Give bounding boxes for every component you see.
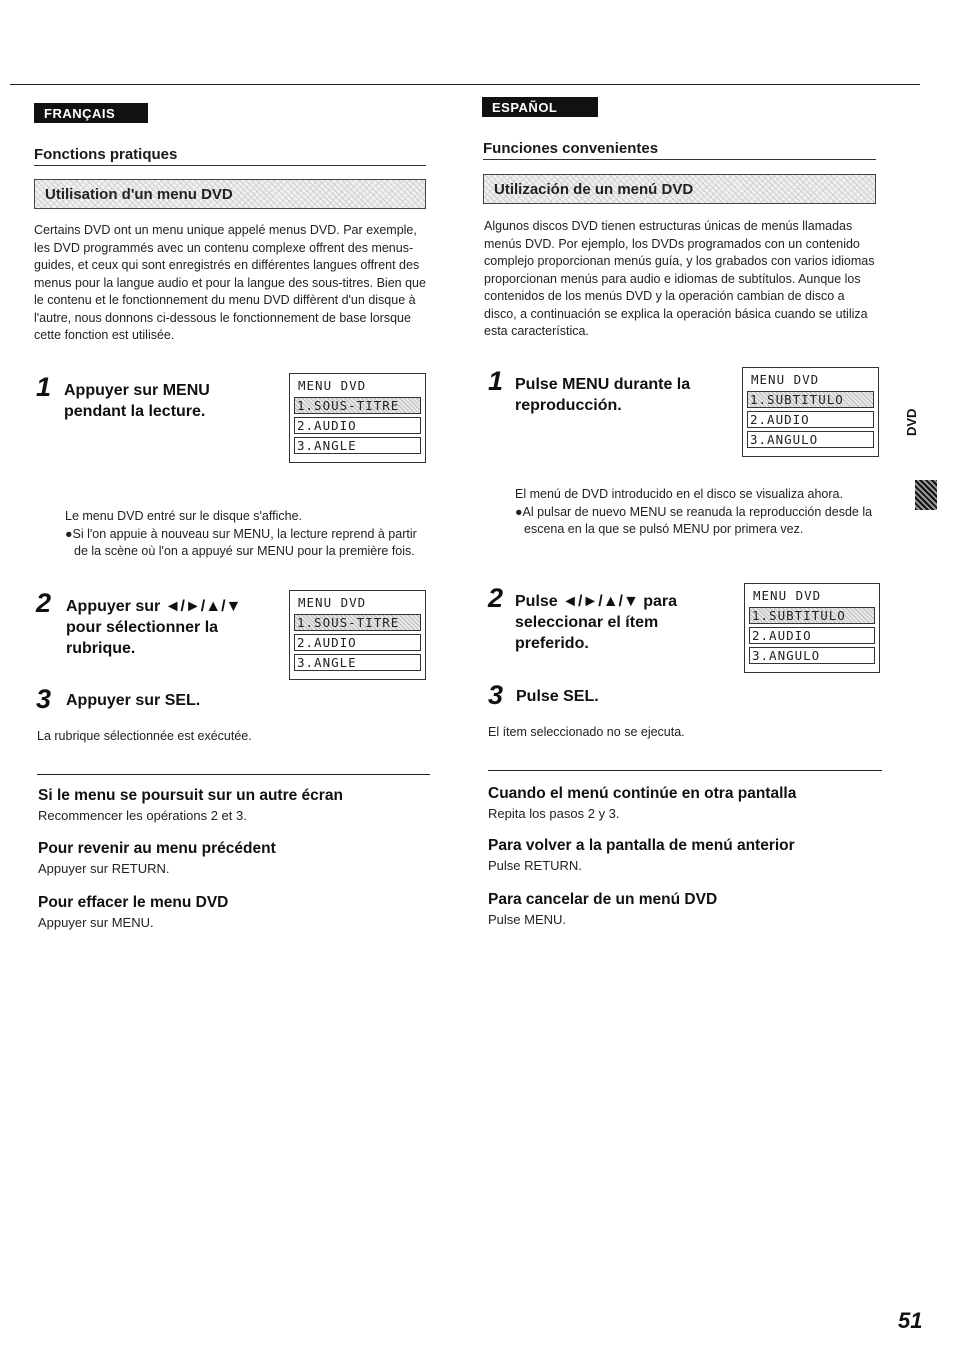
step-text-3-fr: Appuyer sur SEL.	[66, 692, 201, 709]
step-text-2-es: Pulse ◄/►/▲/▼ para seleccionar el ítem preferido.	[515, 593, 678, 652]
menu-header: MENU DVD	[298, 595, 367, 610]
subsection-title-2-fr: Pour revenir au menu précédent	[38, 840, 276, 857]
menu-screen-2-es	[744, 583, 880, 673]
menu-header: MENU DVD	[298, 378, 367, 393]
top-rule	[10, 84, 920, 85]
subsection-text-1-fr: Recommencer les opérations 2 et 3.	[38, 808, 247, 823]
banner-fr: Utilisation d'un menu DVD	[34, 179, 426, 209]
side-tab-label: DVD	[904, 408, 919, 436]
menu-item-audio: 2.AUDIO	[294, 634, 421, 651]
step-number-3-fr: 3	[36, 684, 52, 714]
menu-item-subtitle: 1.SUBTITULO	[747, 391, 874, 408]
subsection-title-3-es: Para cancelar de un menú DVD	[488, 891, 718, 908]
menu-item-angle: 3.ANGLE	[294, 654, 421, 671]
step1-bullet-text: ●Si l'on appuie à nouveau sur MENU, la lecture reprend à partir de la scène où l'on a appuyé sur MENU pour la première fois.	[65, 526, 417, 558]
subsection-text-2-es: Pulse RETURN.	[488, 858, 582, 873]
step-text-1-fr: Appuyer sur MENU pendant la lecture.	[64, 382, 210, 420]
menu-item-subtitle: 1.SOUS-TITRE	[294, 614, 421, 631]
menu-item-angle: 3.ANGLE	[294, 437, 421, 454]
section-title-es: Funciones convenientes	[483, 140, 876, 160]
step3-note-es: El ítem seleccionado no se ejecuta.	[488, 725, 685, 739]
menu-screen-1-fr	[289, 373, 426, 463]
step1-bullet-text: ●Al pulsar de nuevo MENU se reanuda la reproducción desde la escena en la que se pulsó MENU por primera vez.	[515, 504, 873, 536]
step-number-3-es: 3	[488, 680, 504, 710]
step1-note-es	[515, 486, 880, 539]
subsection-text-3-es: Pulse MENU.	[488, 912, 567, 927]
menu-item-angle: 3.ANGULO	[747, 431, 874, 448]
menu-item-audio: 2.AUDIO	[294, 417, 421, 434]
subsection-text-1-es: Repita los pasos 2 y 3.	[488, 806, 620, 821]
intro-text-fr: Certains DVD ont un menu unique appelé menus DVD. Par exemple, les DVD programmés avec un contenu complexe offrent des menus-guides, et ceux qui sont enregistrés en différentes langues offrent des menus pour la langue audio et pour la langue des sous-titres. Bien que le contenu et le fonctionnement du menu DVD diffèrent d'un disque à l'autre, nous donnons ci-dessous le fonctionnement de base lorsque cette fonction est utilisée.	[34, 223, 426, 342]
step-number-2-fr: 2	[36, 588, 52, 618]
step-text-3-es: Pulse SEL.	[516, 688, 599, 705]
subsection-text-2-fr: Appuyer sur RETURN.	[38, 861, 170, 876]
subsection-title-1-fr: Si le menu se poursuit sur un autre écran	[38, 787, 343, 804]
step1-note-fr	[65, 508, 427, 561]
step1-note-text: Le menu DVD entré sur le disque s'affiche.	[65, 509, 303, 523]
step-text-1-es: Pulse MENU durante la reproducción.	[515, 376, 691, 414]
step-text-2-fr: Appuyer sur ◄/►/▲/▼ pour sélectionner la rubrique.	[66, 598, 242, 657]
step3-note-fr: La rubrique sélectionnée est exécutée.	[37, 729, 252, 743]
subsection-title-3-fr: Pour effacer le menu DVD	[38, 894, 229, 911]
subsection-text-3-fr: Appuyer sur MENU.	[38, 915, 154, 930]
page-number: 51	[898, 1308, 923, 1333]
menu-header: MENU DVD	[753, 588, 822, 603]
step-number-1-fr: 1	[36, 372, 52, 402]
menu-header: MENU DVD	[751, 372, 820, 387]
step1-note-text: El menú de DVD introducido en el disco se visualiza ahora.	[515, 487, 843, 501]
divider-es	[488, 770, 882, 771]
menu-item-audio: 2.AUDIO	[747, 411, 874, 428]
side-tab-marker	[915, 480, 937, 510]
intro-text-es: Algunos discos DVD tienen estructuras únicas de menús llamadas menús DVD. Por ejemplo, los DVDs programados con un contenido complejo proporcionan menús guía, y los grabados con varios idiomas proporcionan menús para audio e idiomas de subtítulos. Aunque los contenidos de los menús DVD y la operación cambian de disco a disco, a continuación se explica la operación básica cuando se utiliza esta característica.	[484, 219, 875, 338]
section-title-fr: Fonctions pratiques	[34, 146, 426, 166]
menu-item-subtitle: 1.SUBTITULO	[749, 607, 875, 624]
menu-screen-2-fr	[289, 590, 426, 680]
menu-screen-1-es	[742, 367, 879, 457]
subsection-title-1-es: Cuando el menú continúe en otra pantalla	[488, 785, 797, 802]
divider-fr	[37, 774, 430, 775]
menu-item-angle: 3.ANGULO	[749, 647, 875, 664]
banner-es: Utilización de un menú DVD	[483, 174, 876, 204]
subsection-title-2-es: Para volver a la pantalla de menú anterior	[488, 837, 795, 854]
menu-item-subtitle: 1.SOUS-TITRE	[294, 397, 421, 414]
step-number-1-es: 1	[488, 366, 504, 396]
language-tag-fr: FRANÇAIS	[34, 103, 148, 123]
menu-item-audio: 2.AUDIO	[749, 627, 875, 644]
language-tag-es: ESPAÑOL	[482, 97, 598, 117]
step-number-2-es: 2	[488, 583, 504, 613]
